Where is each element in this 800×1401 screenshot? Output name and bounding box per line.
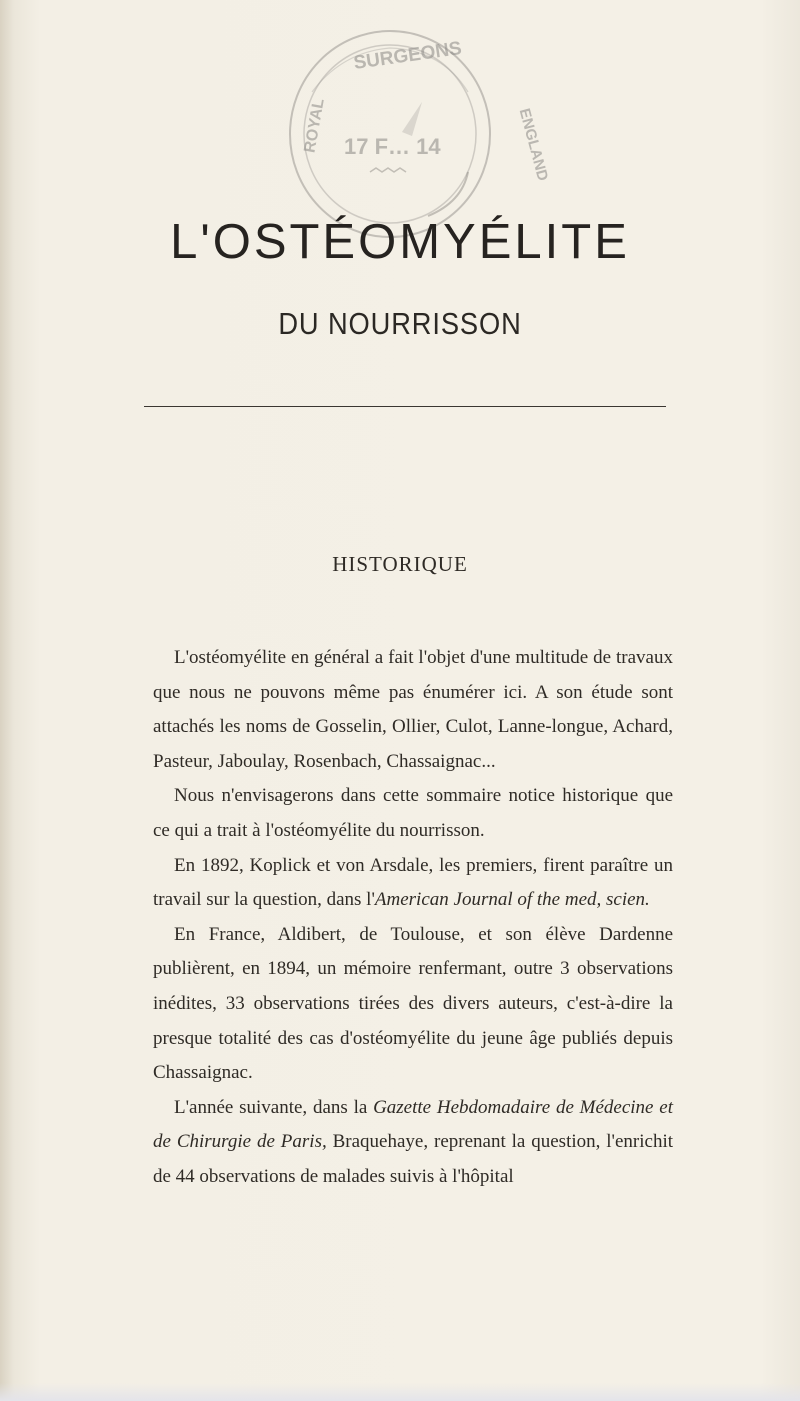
paragraph-italic-text: American Journal of the med, scien. [374,889,650,911]
stamp-right-text: ENGLAND [515,106,552,183]
paragraph [153,1091,673,1195]
section-title: HISTORIQUE [332,552,468,576]
stamp-top-text: SURGEONS [352,38,464,74]
paragraph-text: En France, Aldibert, de Toulouse, et son élève Dardenne publièrent, en 1894, un mémoire renfermant, outre 3 observations inédites, 33 observations tirées des divers auteurs, c'est-à-dire la presque totalité des cas d'ostéomyélite du jeune âge publiés depuis Chassaignac. [153,923,673,1084]
paragraph-text: En 1892, Koplick et von Arsdale, les premiers, firent paraître un travail sur la question, dans l' [153,854,673,911]
stamp-left-text: ROYAL [301,97,328,155]
paragraph [153,849,673,918]
paragraph-text: L'année suivante, dans la [174,1096,374,1118]
paragraph-text: L'ostéomyélite en général a fait l'objet d'une multitude de travaux que nous ne pouvons même pas énumérer ici. A son étude sont attachés les noms de Gosselin, Ollier, Culot, Lanne-longue, Achard, Pasteur, Jaboulay, Rosenbach, Chassaignac... [153,647,673,772]
paragraph [153,641,673,779]
page-title: L'OSTÉOMYÉLITE [170,215,630,269]
stamp-center-text: 17 F… 14 [344,134,441,159]
paragraph-italic-text: Gazette Hebdomadaire de Médecine et de Chirurgie de Paris, [153,1096,673,1153]
body-text [153,641,673,1195]
paragraph [153,918,673,1091]
page-subtitle: DU NOURRISSON [278,306,522,341]
title-divider [144,406,666,407]
paragraph-text: Braquehaye, reprenant la question, l'enrichit de 44 observations de malades suivis à l'hôpital [153,1131,674,1187]
paragraph-text: Nous n'envisagerons dans cette sommaire notice historique que ce qui a trait à l'ostéomyélite du nourrisson. [153,785,673,841]
paragraph [153,779,673,848]
